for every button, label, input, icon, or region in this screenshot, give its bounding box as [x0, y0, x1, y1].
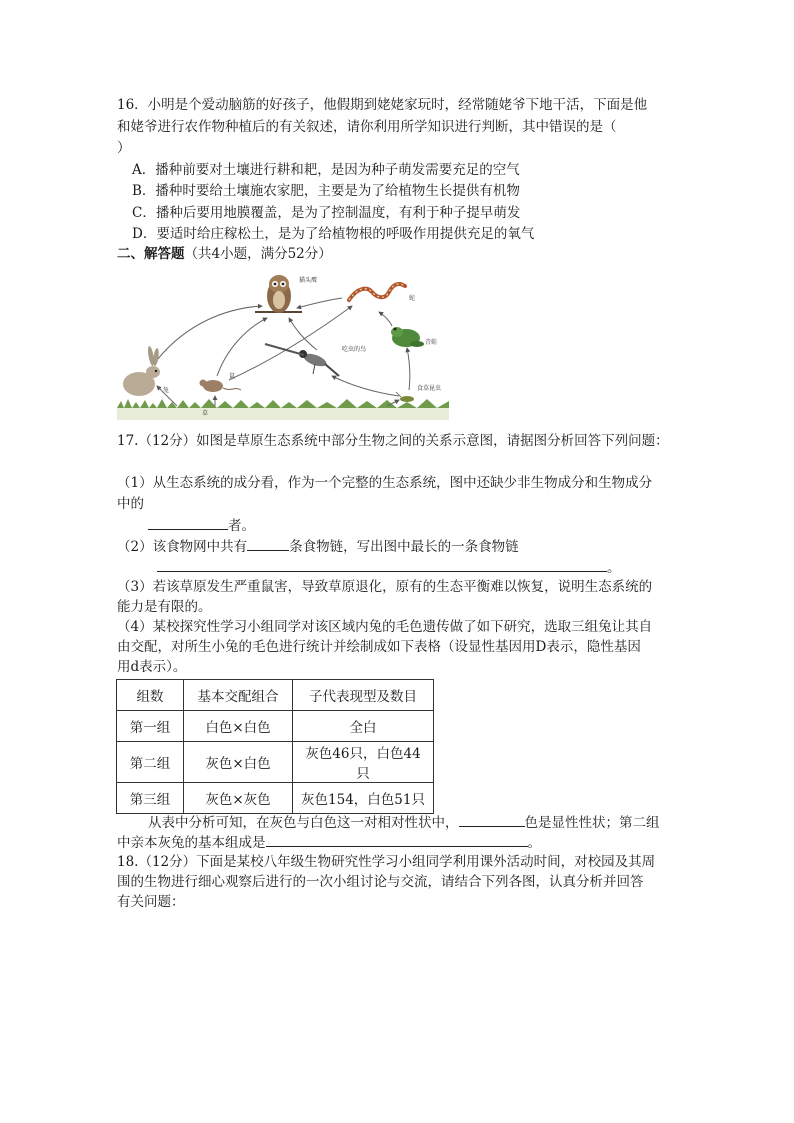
arrow-mouse-owl [217, 318, 267, 376]
q17-part4-line3: 用d表示）。 [117, 659, 187, 675]
q17-part2-line1 [117, 535, 519, 557]
q17-part2-prefix: （2）该食物网中共有 [117, 539, 248, 555]
table-cell: 全白 [293, 711, 434, 742]
food-web-diagram [117, 268, 449, 420]
q17-part2-line2 [157, 556, 621, 578]
table-cell: 灰色154，白色51只 [293, 783, 434, 814]
q16-line-1: 16．小明是个爱动脑筋的好孩子，他假期到姥姥家玩时，经常随姥爷下地干活，下面是他 [117, 97, 648, 113]
table-row [117, 742, 434, 783]
q17-after1-prefix: 从表中分析可知，在灰色与白色这一对相对性状中， [148, 815, 459, 831]
snake-illustration [349, 284, 405, 300]
q17-after1-suffix: 色是显性性状；第二组 [524, 815, 660, 831]
arrow-snake-owl [297, 298, 342, 308]
arrow-rabbit-owl [157, 306, 262, 360]
q17-after-table-line1 [148, 811, 660, 833]
answer-blank-longest-chain[interactable] [157, 556, 607, 572]
q17-part1-line3 [148, 514, 255, 536]
label-rabbit: 兔 [163, 387, 170, 394]
table-row [117, 711, 434, 742]
q16-line-3: ） [117, 140, 131, 156]
label-snake: 蛇 [409, 295, 416, 302]
table-header: 子代表现型及数目 [293, 680, 434, 711]
grass-blades [117, 399, 449, 408]
frog-illustration [391, 327, 424, 347]
label-insect: 食草昆虫 [417, 385, 442, 392]
q17-after2-suffix: 。 [527, 835, 541, 851]
q17-part4-line1: （4）某校探究性学习小组同学对该区域内兔的毛色遗传做了如下研究，选取三组兔让其自 [117, 619, 653, 635]
q17-part4-line2: 由交配，对所生小兔的毛色进行统计并绘制成如下表格（设显性基因用D表示，隐性基因 [117, 639, 641, 655]
q18-line-3: 有关问题： [117, 894, 185, 910]
q17-part2-suffix: 条食物链，写出图中最长的一条食物链 [289, 539, 519, 555]
q17-after2-prefix: 中亲本灰兔的基本组成是 [117, 835, 266, 851]
q17-part2-end: 。 [607, 560, 621, 576]
bird-illustration [265, 344, 339, 376]
arrow-mouse-snake [229, 306, 352, 380]
table-cell: 白色×白色 [184, 711, 293, 742]
table-header: 基本交配组合 [184, 680, 293, 711]
q16-option-d: D．要适时给庄稼松土，是为了给植物根的呼吸作用提供充足的氧气 [132, 226, 535, 242]
label-owl: 猫头鹰 [299, 277, 318, 284]
ground [117, 408, 449, 420]
label-frog: 青蛙 [425, 339, 438, 346]
q17-intro: 17.（12分）如图是草原生态系统中部分生物之间的关系示意图，请据图分析回答下列问题： [117, 433, 669, 449]
q17-part3-line1: （3）若该草原发生严重鼠害，导致草原退化，原有的生态平衡难以恢复，说明生态系统的 [117, 579, 653, 595]
table-cell: 灰色×白色 [184, 742, 293, 783]
section-title: 二、解答题 [117, 246, 185, 262]
arrow-frog-snake [379, 312, 392, 326]
inheritance-table [116, 679, 434, 814]
q17-after-table-line2 [117, 831, 541, 853]
rabbit-illustration [123, 346, 160, 396]
q17-part1-suffix: 者。 [228, 518, 255, 534]
q16-option-b: B．播种时要给土壤施农家肥，主要是为了给植物生长提供有机物 [132, 183, 520, 199]
label-mouse: 鼠 [229, 373, 236, 380]
q17-part1-line2: 中的 [117, 496, 144, 512]
label-bird: 吃虫的鸟 [342, 346, 367, 353]
section-note: （共4小题，满分52分） [184, 246, 332, 262]
q18-line-1: 18.（12分）下面是某校八年级生物研究性学习小组同学利用课外活动时间，对校园及其周 [117, 854, 656, 870]
table-cell: 第一组 [117, 711, 184, 742]
mouse-illustration [200, 380, 242, 393]
label-grass: 草 [202, 410, 209, 417]
q16-line-2: 和姥爷进行农作物种植后的有关叙述，请你利用所学知识进行判断，其中错误的是（ [117, 119, 617, 135]
answer-blank-genotype[interactable] [266, 831, 528, 847]
q17-part1-line1: （1）从生态系统的成分看，作为一个完整的生态系统，图中还缺少非生物成分和生物成分 [117, 475, 653, 491]
table-header: 组数 [117, 680, 184, 711]
table-header-row [117, 680, 434, 711]
table-cell: 灰色×灰色 [184, 783, 293, 814]
table-cell: 灰色46只，白色44只 [293, 742, 434, 783]
answer-blank-dominant-color[interactable] [459, 811, 525, 827]
q18-line-2: 围的生物进行细心观察后进行的一次小组讨论与交流，请结合下列各图，认真分析并回答 [117, 874, 644, 890]
table-cell: 第三组 [117, 783, 184, 814]
q17-part3-line2: 能力是有限的。 [117, 599, 212, 615]
arrow-insect-bird [332, 376, 399, 396]
table-row [117, 783, 434, 814]
answer-blank-chain-count[interactable] [247, 535, 289, 551]
q16-option-c: C．播种后要用地膜覆盖，是为了控制温度，有利于种子提早萌发 [132, 205, 521, 221]
answer-blank-consumer[interactable] [148, 514, 228, 530]
table-cell: 第二组 [117, 742, 184, 783]
section-heading [117, 244, 332, 264]
q16-option-a: A．播种前要对土壤进行耕和耙，是因为种子萌发需要充足的空气 [132, 162, 520, 178]
arrow-insect-frog [407, 348, 410, 390]
owl-illustration [255, 275, 302, 313]
